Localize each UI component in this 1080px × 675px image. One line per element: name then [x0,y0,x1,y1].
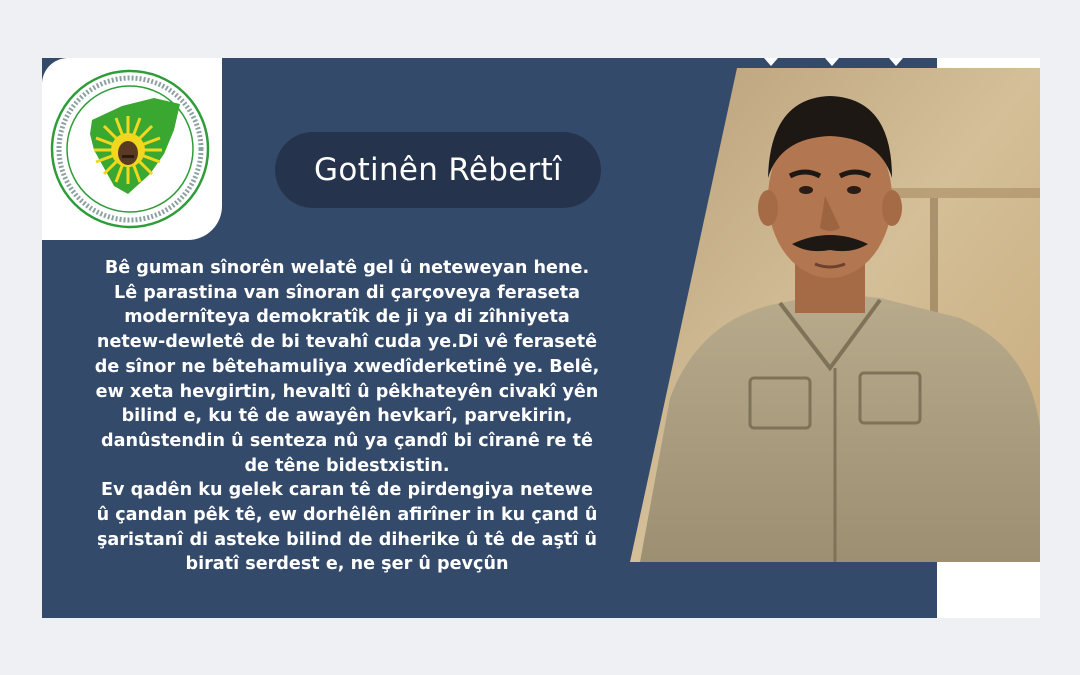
poster-card [42,58,1040,618]
quote-line: danûstendin û senteza nû ya çandî bi cîranê re tê [101,430,593,451]
quote-line: û çandan pêk tê, ew dorhêlên afirîner in ku çand û [96,505,598,526]
quote-line: ew xeta hevgirtin, hevaltî û pêkhateyên civakî yên [95,381,599,402]
initiative-logo [42,58,222,240]
initiative-logo-icon [42,58,222,240]
quote-line: Bê guman sînorên welatê gel û neteweyan hene. [104,258,590,278]
quote-line: Lê parastina van sînoran di çarçoveya feraseta [114,282,580,303]
notch-decoration [764,58,778,66]
portrait-photo [630,68,1040,562]
quote-line: bilind e, ku tê de awayên hevkarî, parvekirin, [121,406,573,427]
quote-line: biratî serdest e, ne şer û pevçûn [185,554,509,575]
notch-decoration [889,58,903,66]
quote-line: şaristanî di asteke bilind de diherike û tê de aştî û [96,529,598,550]
quote-line: Ev qadên ku gelek caran tê de pirdengiya netewe [101,480,593,501]
quote-line: netew-dewletê de bi tevahî cuda ye.Di vê ferasetê [96,332,598,353]
quote-line: modernîteya demokratîk de ji ya di zîhniyeta [124,307,570,328]
quote-line: de têne bidestxistin. [244,455,450,476]
page-title: Gotinên Rêbertî [275,132,601,208]
notch-decoration [825,58,839,66]
quote-text [62,256,632,577]
quote-line: de sînor ne bêtehamuliya xwedîderketinê ye. Belê, [94,356,600,377]
